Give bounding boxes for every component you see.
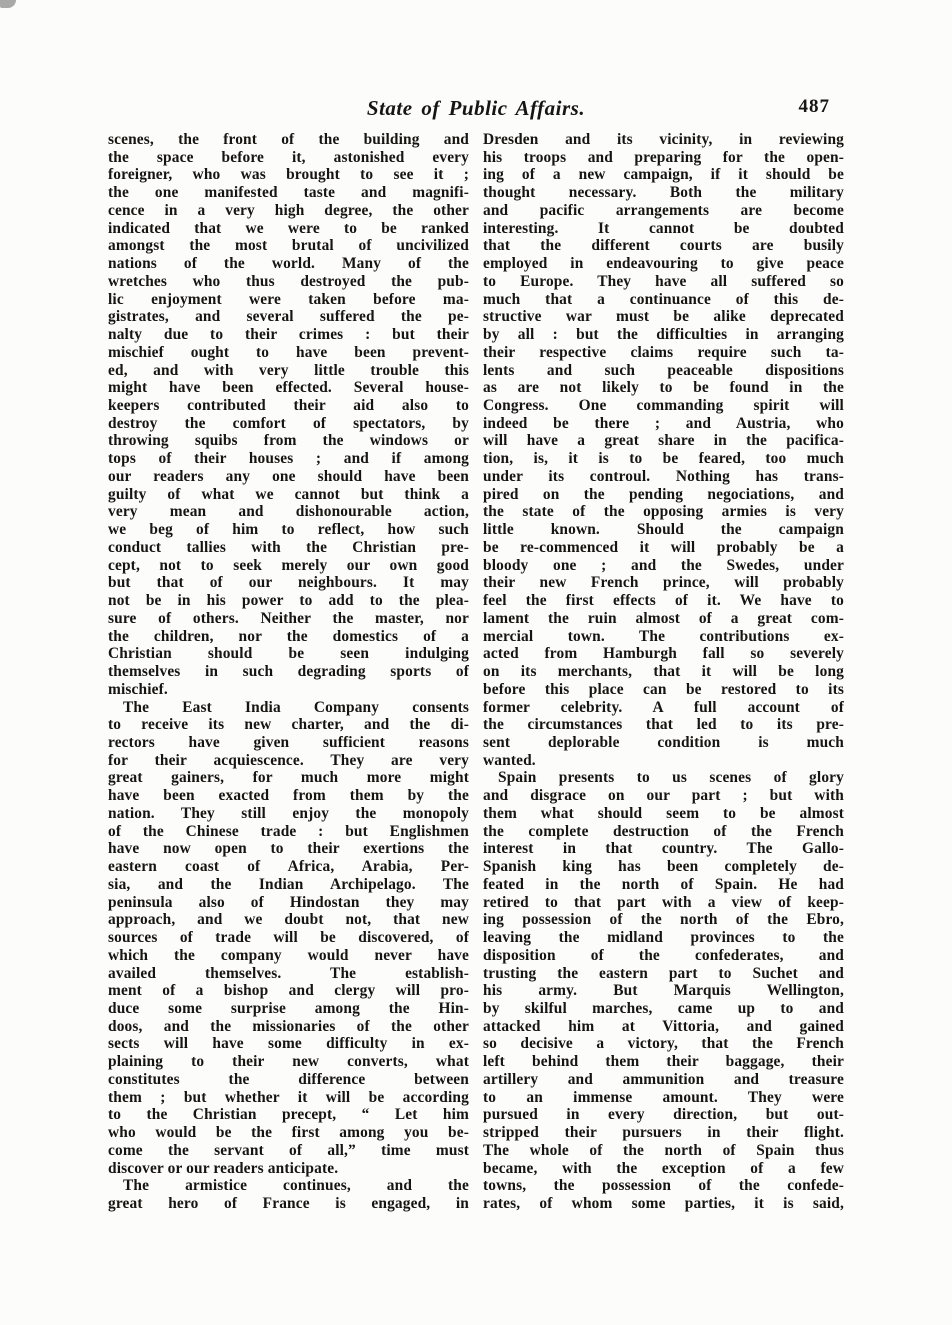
- text-line: feel the first effects of it. We have to: [483, 592, 844, 610]
- text-line: so decisive a victory, that the French: [483, 1035, 844, 1053]
- scan-smudge: [0, 0, 16, 8]
- text-line: which the company would never have: [108, 946, 469, 964]
- text-line: eastern coast of Africa, Arabia, Per-: [108, 858, 469, 876]
- text-line: Dresden and its vicinity, in reviewing: [483, 131, 844, 148]
- text-line: stripped their pursuers in their flight.: [483, 1124, 844, 1142]
- text-line: nations of the world. Many of the: [108, 255, 469, 273]
- text-line: conduct tallies with the Christian pre-: [108, 538, 469, 556]
- text-line: his troops and preparing for the open-: [483, 148, 844, 166]
- text-line: before this place can be restored to its: [483, 680, 844, 698]
- paragraph: [108, 1177, 469, 1212]
- text-line: ed, and with very little trouble this: [108, 361, 469, 379]
- text-line: The whole of the north of Spain thus: [483, 1141, 844, 1159]
- text-line: their respective claims require such ta-: [483, 343, 844, 361]
- text-line: artillery and ammunition and treasure: [483, 1070, 844, 1088]
- text-line: mischief ought to have been prevent-: [108, 343, 469, 361]
- text-line: great hero of France is engaged, in: [108, 1195, 469, 1213]
- text-line: employed in endeavouring to give peace: [483, 255, 844, 273]
- text-line: cence in a very high degree, the other: [108, 201, 469, 219]
- text-line: we beg of him to reflect, how such: [108, 521, 469, 539]
- text-line: them what should seem to be almost: [483, 804, 844, 822]
- text-line: ing of a new campaign, if it should be: [483, 166, 844, 184]
- text-line: his army. But Marquis Wellington,: [483, 982, 844, 1000]
- text-line: sects will have some difficulty in ex-: [108, 1035, 469, 1053]
- text-line: pursued in every direction, but out-: [483, 1106, 844, 1124]
- text-line: guilty of what we cannot but think a: [108, 485, 469, 503]
- text-line: trusting the eastern part to Suchet and: [483, 964, 844, 982]
- text-line: gistrates, and several suffered the pe-: [108, 308, 469, 326]
- text-line: plaining to their new converts, what: [108, 1053, 469, 1071]
- text-line: under its controul. Nothing has trans-: [483, 467, 844, 485]
- text-line: the one manifested taste and magnifi-: [108, 184, 469, 202]
- text-line: pired on the pending negociations, and: [483, 485, 844, 503]
- text-line: sources of trade will be discovered, of: [108, 929, 469, 947]
- text-line: discover or our readers anticipate.: [108, 1159, 339, 1177]
- text-line: their new French prince, will probably: [483, 574, 844, 592]
- text-line: left behind them their baggage, their: [483, 1053, 844, 1071]
- text-line: keepers contributed their aid also to: [108, 397, 469, 415]
- text-line: will have a great share in the pacifica-: [483, 432, 844, 450]
- text-line: disposition of the confederates, and: [483, 946, 844, 964]
- text-line: little known. Should the campaign: [483, 521, 844, 539]
- text-line: approach, and we doubt not, that new: [108, 911, 469, 929]
- text-line: sure of others. Neither the master, nor: [108, 609, 469, 627]
- text-line: of the Chinese trade : but Englishmen: [108, 822, 469, 840]
- text-line: have now open to their exertions the: [108, 840, 469, 858]
- text-line: to an immense amount. They were: [483, 1088, 844, 1106]
- text-line: lents and such peaceable dispositions: [483, 361, 844, 379]
- text-line: amongst the most brutal of uncivilized: [108, 237, 469, 255]
- text-line: by skilful marches, came up to and: [483, 999, 844, 1017]
- text-line: acted from Hamburgh fall so severely: [483, 645, 844, 663]
- text-line: have been exacted from them by the: [108, 787, 469, 805]
- text-columns: [108, 131, 844, 1213]
- text-line: interesting. It cannot be doubted: [483, 219, 844, 237]
- text-line: on its merchants, that it will be long: [483, 663, 844, 681]
- text-line: scenes, the front of the building and: [108, 131, 469, 148]
- text-line: wanted.: [483, 751, 536, 769]
- text-line: mischief.: [108, 680, 168, 698]
- text-line: much that a continuance of this de-: [483, 290, 844, 308]
- text-line: for their acquiescence. They are very: [108, 751, 469, 769]
- text-line: to the Christian precept, “ Let him: [108, 1106, 469, 1124]
- text-line: peninsula also of Hindostan they may: [108, 893, 469, 911]
- text-line: Christian should be seen indulging: [108, 645, 469, 663]
- text-line: sent deplorable condition is much: [483, 733, 844, 751]
- text-line: destroy the comfort of spectators, by: [108, 414, 469, 432]
- text-line: towns, the possession of the confede-: [483, 1177, 844, 1195]
- text-line: tops of their houses ; and if among: [108, 450, 469, 468]
- text-line: The armistice continues, and the: [123, 1177, 469, 1195]
- column-left: [108, 131, 469, 1213]
- text-line: to Europe. They have all suffered so: [483, 272, 844, 290]
- text-line: might have been effected. Several house-: [108, 379, 469, 397]
- text-line: the circumstances that led to its pre-: [483, 716, 844, 734]
- text-line: former celebrity. A full account of: [483, 698, 844, 716]
- text-line: the children, nor the domestics of a: [108, 627, 469, 645]
- text-line: became, with the exception of a few: [483, 1159, 844, 1177]
- text-line: attacked him at Vittoria, and gained: [483, 1017, 844, 1035]
- text-line: sia, and the Indian Archipelago. The: [108, 875, 469, 893]
- text-line: doos, and the missionaries of the other: [108, 1017, 469, 1035]
- text-line: ing possession of the north of the Ebro,: [483, 911, 844, 929]
- text-line: be re-commenced it will probably be a: [483, 538, 844, 556]
- text-line: but that of our neighbours. It may: [108, 574, 469, 592]
- text-line: that the different courts are busily: [483, 237, 844, 255]
- text-line: bloody one ; and the Swedes, under: [483, 556, 844, 574]
- text-line: interest in that country. The Gallo-: [483, 840, 844, 858]
- text-line: and pacific arrangements are become: [483, 201, 844, 219]
- text-line: Congress. One commanding spirit will: [483, 397, 844, 415]
- column-right: [483, 131, 844, 1213]
- text-line: and disgrace on our part ; but with: [483, 787, 844, 805]
- text-line: throwing squibs from the windows or: [108, 432, 469, 450]
- text-line: Spain presents to us scenes of glory: [498, 769, 844, 787]
- text-line: to receive its new charter, and the di-: [108, 716, 469, 734]
- page-title: State of Public Affairs.: [366, 96, 586, 120]
- page-number: 487: [798, 96, 830, 117]
- text-line: nalty due to their crimes : but their: [108, 326, 469, 344]
- text-line: cept, not to seek merely our own good: [108, 556, 469, 574]
- text-line: Spanish king has been completely de-: [483, 858, 844, 876]
- text-line: the complete destruction of the French: [483, 822, 844, 840]
- text-line: constitutes the difference between: [108, 1070, 469, 1088]
- paragraph: [483, 131, 844, 769]
- text-line: structive war must be alike deprecated: [483, 308, 844, 326]
- text-line: as are not likely to be found in the: [483, 379, 844, 397]
- text-line: lament the ruin almost of a great com-: [483, 609, 844, 627]
- paragraph: [108, 699, 469, 1178]
- text-line: them ; but whether it will be according: [108, 1088, 469, 1106]
- text-line: availed themselves. The establish-: [108, 964, 469, 982]
- text-line: the state of the opposing armies is very: [483, 503, 844, 521]
- text-line: themselves in such degrading sports of: [108, 663, 469, 681]
- running-header: [0, 96, 952, 124]
- paragraph: [108, 131, 469, 699]
- text-line: feated in the north of Spain. He had: [483, 875, 844, 893]
- paragraph: [483, 769, 844, 1212]
- text-line: ment of a bishop and clergy will pro-: [108, 982, 469, 1000]
- text-line: lic enjoyment were taken before ma-: [108, 290, 469, 308]
- text-line: retired to that part with a view of keep-: [483, 893, 844, 911]
- text-line: come the servant of all,” time must: [108, 1141, 469, 1159]
- text-line: indicated that we were to be ranked: [108, 219, 469, 237]
- text-line: not be in his power to add to the plea-: [108, 592, 469, 610]
- text-line: great gainers, for much more might: [108, 769, 469, 787]
- text-line: the space before it, astonished every: [108, 148, 469, 166]
- text-line: who would be the first among you be-: [108, 1124, 469, 1142]
- text-line: tion, is, it is to be feared, too much: [483, 450, 844, 468]
- text-line: very mean and dishonourable action,: [108, 503, 469, 521]
- text-line: wretches who thus destroyed the pub-: [108, 272, 469, 290]
- text-line: thought necessary. Both the military: [483, 184, 844, 202]
- text-line: our readers any one should have been: [108, 467, 469, 485]
- text-line: foreigner, who was brought to see it ;: [108, 166, 469, 184]
- text-line: indeed be there ; and Austria, who: [483, 414, 844, 432]
- text-line: rectors have given sufficient reasons: [108, 733, 469, 751]
- text-line: by all : but the difficulties in arranging: [483, 326, 844, 344]
- text-line: The East India Company consents: [123, 698, 469, 716]
- text-line: duce some surprise among the Hin-: [108, 999, 469, 1017]
- text-line: mercial town. The contributions ex-: [483, 627, 844, 645]
- text-line: leaving the midland provinces to the: [483, 929, 844, 947]
- text-line: nation. They still enjoy the monopoly: [108, 804, 469, 822]
- text-line: rates, of whom some parties, it is said,: [483, 1195, 844, 1213]
